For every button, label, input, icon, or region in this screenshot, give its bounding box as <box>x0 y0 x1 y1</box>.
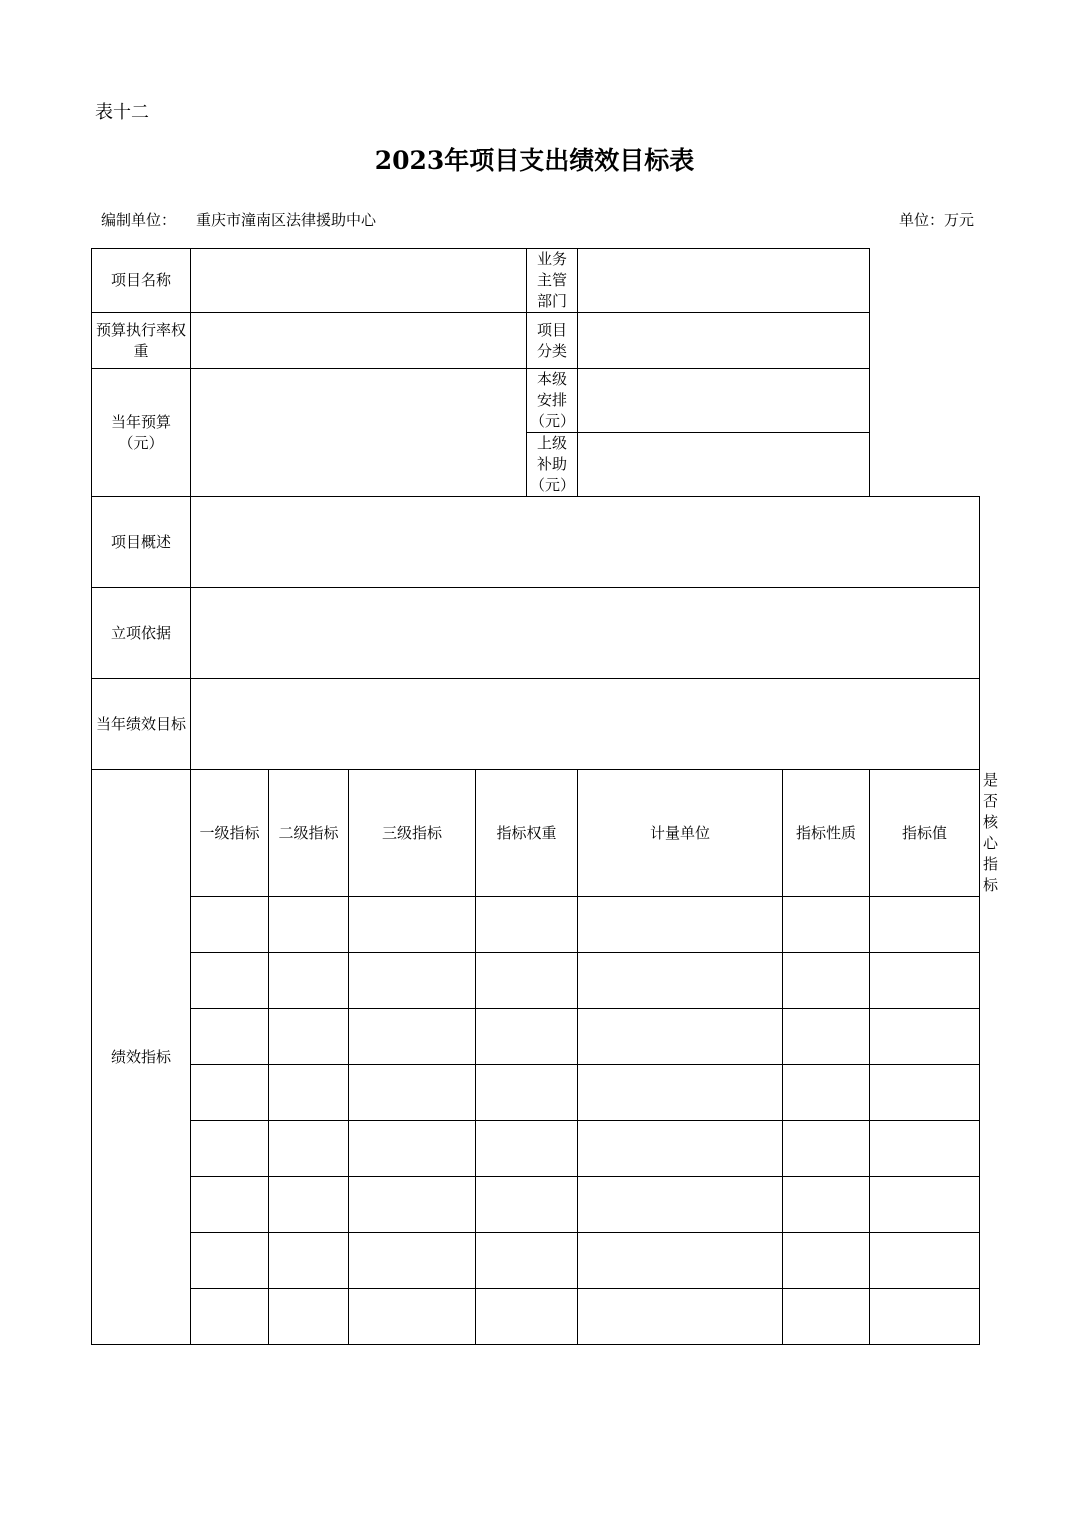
indicator-cell[interactable] <box>578 1233 783 1289</box>
indicator-cell[interactable] <box>578 1177 783 1233</box>
col-header: 一级指标 <box>191 770 269 897</box>
value-local-arrange[interactable] <box>578 369 870 433</box>
col-header: 计量单位 <box>578 770 783 897</box>
indicator-cell[interactable] <box>269 897 349 953</box>
indicator-cell[interactable] <box>578 1009 783 1065</box>
label-superior-subsidy: 上级补助（元） <box>527 433 578 497</box>
indicator-cell[interactable] <box>269 1289 349 1345</box>
indicator-cell[interactable] <box>191 1121 269 1177</box>
indicator-cell[interactable] <box>349 1289 476 1345</box>
indicator-cell[interactable] <box>269 953 349 1009</box>
indicator-cell[interactable] <box>349 953 476 1009</box>
indicator-cell[interactable] <box>476 1233 578 1289</box>
indicator-cell[interactable] <box>870 897 980 953</box>
indicator-cell[interactable] <box>269 1065 349 1121</box>
label-dept: 业务主管部门 <box>527 249 578 313</box>
indicator-cell[interactable] <box>191 1233 269 1289</box>
indicator-cell[interactable] <box>783 953 870 1009</box>
indicator-cell[interactable] <box>783 1121 870 1177</box>
indicator-cell[interactable] <box>870 1177 980 1233</box>
org-label: 编制单位： <box>101 211 177 229</box>
label-basis: 立项依据 <box>92 588 191 679</box>
unit-label: 单位：万元 <box>898 211 974 229</box>
indicator-cell[interactable] <box>349 1177 476 1233</box>
value-dept[interactable] <box>578 249 870 313</box>
indicator-cell[interactable] <box>476 897 578 953</box>
table-number: 表十二 <box>95 102 149 123</box>
value-superior-subsidy[interactable] <box>578 433 870 497</box>
indicator-cell[interactable] <box>349 1009 476 1065</box>
indicator-cell[interactable] <box>349 1121 476 1177</box>
label-project-name: 项目名称 <box>92 249 191 313</box>
value-category[interactable] <box>578 313 870 369</box>
label-indicators: 绩效指标 <box>92 770 191 1345</box>
indicator-cell[interactable] <box>349 1065 476 1121</box>
indicator-cell[interactable] <box>870 1233 980 1289</box>
label-budget-weight: 预算执行率权重 <box>92 313 191 369</box>
indicator-cell[interactable] <box>870 1121 980 1177</box>
indicator-row <box>92 1233 980 1289</box>
col-header: 三级指标 <box>349 770 476 897</box>
label-overview: 项目概述 <box>92 497 191 588</box>
indicator-cell[interactable] <box>191 1009 269 1065</box>
indicator-cell[interactable] <box>476 1009 578 1065</box>
label-category: 项目分类 <box>527 313 578 369</box>
indicator-cell[interactable] <box>578 1065 783 1121</box>
indicator-cell[interactable] <box>578 953 783 1009</box>
indicator-cell[interactable] <box>269 1121 349 1177</box>
indicator-row <box>92 1009 980 1065</box>
indicator-cell[interactable] <box>476 953 578 1009</box>
org-line <box>101 210 376 230</box>
indicator-row <box>92 1065 980 1121</box>
indicator-cell[interactable] <box>870 1065 980 1121</box>
indicator-cell[interactable] <box>191 1177 269 1233</box>
indicator-cell[interactable] <box>783 1177 870 1233</box>
indicator-row <box>92 897 980 953</box>
value-basis[interactable] <box>191 588 980 679</box>
indicator-row <box>92 1121 980 1177</box>
indicator-cell[interactable] <box>783 1233 870 1289</box>
indicator-cell[interactable] <box>191 1065 269 1121</box>
indicator-cell[interactable] <box>870 1009 980 1065</box>
indicator-cell[interactable] <box>191 897 269 953</box>
col-header: 指标权重 <box>476 770 578 897</box>
indicator-cell[interactable] <box>783 897 870 953</box>
indicator-row <box>92 953 980 1009</box>
indicator-cell[interactable] <box>269 1177 349 1233</box>
label-local-arrange: 本级安排（元） <box>527 369 578 433</box>
indicator-cell[interactable] <box>783 1065 870 1121</box>
indicator-cell[interactable] <box>191 1289 269 1345</box>
indicator-cell[interactable] <box>476 1177 578 1233</box>
col-header: 指标值 <box>870 770 980 897</box>
indicator-cell[interactable] <box>870 1289 980 1345</box>
label-goal: 当年绩效目标 <box>92 679 191 770</box>
indicator-cell[interactable] <box>783 1009 870 1065</box>
indicator-cell[interactable] <box>476 1121 578 1177</box>
indicator-row <box>92 1289 980 1345</box>
value-budget-weight[interactable] <box>191 313 527 369</box>
indicator-cell[interactable] <box>578 1121 783 1177</box>
label-current-budget: 当年预算（元） <box>92 369 191 497</box>
page-title: 2023年项目支出绩效目标表 <box>374 146 695 175</box>
indicator-cell[interactable] <box>476 1065 578 1121</box>
value-project-name[interactable] <box>191 249 527 313</box>
indicator-cell[interactable] <box>349 1233 476 1289</box>
indicator-cell[interactable] <box>269 1233 349 1289</box>
performance-form: 项目名称 业务主管部门 预算执行率权重 项目分类 当年预算（元） 本级安排（元） 上级补助（元） 项目概述 立项依据 当年绩效目标 绩效指标 一级指标 二级指标 三级指标 指标权重 计量单位 指标性质 指标值 是否核心指标 <box>91 248 980 1345</box>
col-header: 二级指标 <box>269 770 349 897</box>
value-overview[interactable] <box>191 497 980 588</box>
indicator-cell[interactable] <box>783 1289 870 1345</box>
col-header: 指标性质 <box>783 770 870 897</box>
indicator-cell[interactable] <box>476 1289 578 1345</box>
indicator-cell[interactable] <box>870 953 980 1009</box>
indicator-cell[interactable] <box>191 953 269 1009</box>
indicator-cell[interactable] <box>269 1009 349 1065</box>
value-goal[interactable] <box>191 679 980 770</box>
indicator-cell[interactable] <box>578 897 783 953</box>
indicator-cell[interactable] <box>578 1289 783 1345</box>
indicator-row <box>92 1177 980 1233</box>
indicator-cell[interactable] <box>349 897 476 953</box>
org-name: 重庆市潼南区法律援助中心 <box>196 211 377 229</box>
value-current-budget[interactable] <box>191 369 527 497</box>
